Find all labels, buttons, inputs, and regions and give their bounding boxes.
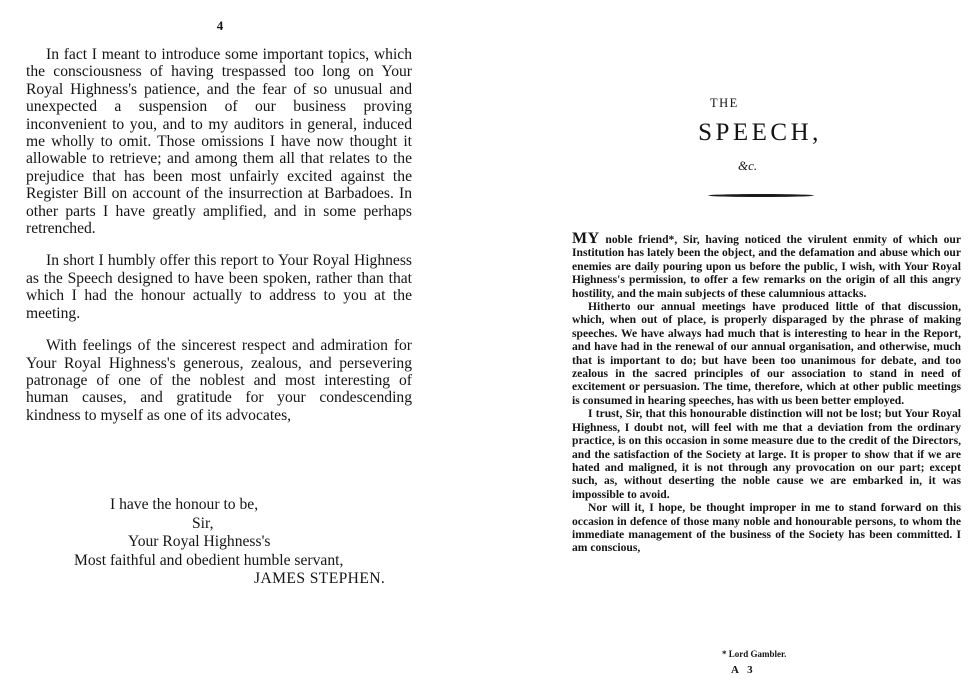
signature-mark: A 3 [731,664,756,676]
preface-paragraph-3: With feelings of the sincerest respect and admiration for Your Royal Highness's generous, zealous, and persevering patronage of one of the noblest and most interesting of human causes, and gratitude for your condescending kindness to myself as one of its advocates, [26,337,412,424]
preface-paragraph-1: In fact I meant to introduce some important topics, which the consciousness of having trespassed too long on Your Royal Highness's patience, and the fear of so unusual and unexpected a suspension of our business proving inconvenient to you, and to my auditors in general, induced me wholly to omit. Those omissions I have now thought it allowable to retrieve; and among them all that relates to the prejudice that has been most unfairly excited against the Register Bill on account of the insurrection at Barbadoes. In other parts I have greatly amplified, and in some perhaps retrenched. [26,46,412,238]
speech-paragraph-4: Nor will it, I hope, be thought improper in me to stand forward on this occasion in defence of those many noble and honourable persons, to whom the immediate management of the business of the Society has been committed. I am conscious, [572,501,961,555]
closing-line-highness: Your Royal Highness's [128,533,271,550]
preface-text [26,46,412,424]
letter-closing [30,496,430,589]
speech-paragraph-1 [572,232,961,300]
left-page [0,0,470,697]
heading-the: THE [710,96,739,110]
right-page [470,0,980,697]
closing-line-servant: Most faithful and obedient humble servant, [74,551,344,569]
signature: JAMES STEPHEN. [254,570,386,587]
ornamental-rule [708,194,814,197]
closing-line-honour: I have the honour to be, [110,496,259,513]
drop-cap: MY [572,230,600,247]
speech-text [572,232,961,555]
heading-title: SPEECH, [698,119,822,146]
preface-paragraph-2: In short I humbly offer this report to Your Royal Highness as the Speech designed to have been spoken, rather than that which I had the honour actually to address to you at the meeting. [26,252,412,322]
heading-etc: &c. [738,158,758,173]
footnote: * Lord Gambler. [722,649,787,659]
speech-paragraph-2: Hitherto our annual meetings have produced little of that discussion, which, when out of place, is properly disparaged by the phrase of making speeches. We have always had much that is interesting to hear in the Report, and have had in the renewal of our annual organisation, and otherwise, much that is important to do; but have been too unanimous for debate, and too zealous in the sacred principles of our association to stand in need of excitement or persuasion. The time, therefore, which at other public meetings is consumed in hearing speeches, has with us been better employed. [572,300,961,407]
closing-line-sir: Sir, [192,514,214,532]
page-number: 4 [216,18,224,33]
speech-paragraph-1-text: noble friend*, Sir, having noticed the virulent enmity of which our Institution has lately been the object, and the defamation and abuse which our enemies are daily pouring upon us before the public, I wish, with Your Royal Highness's permission, to offer a few remarks on the origin of all this angry hostility, and the main subjects of these calumnious attacks. [572,233,961,300]
speech-paragraph-3: I trust, Sir, that this honourable distinction will not be lost; but Your Royal Highness, I doubt not, will feel with me that a deviation from the ordinary practice, is on this occasion in some measure due to the credit of the Directors, and the satisfaction of the Society at large. It is proper to show that if we are hated and maligned, it is not through any provocation on our part; except such, as, without deserting the noble cause we are embarked in, it was impossible to avoid. [572,407,961,501]
